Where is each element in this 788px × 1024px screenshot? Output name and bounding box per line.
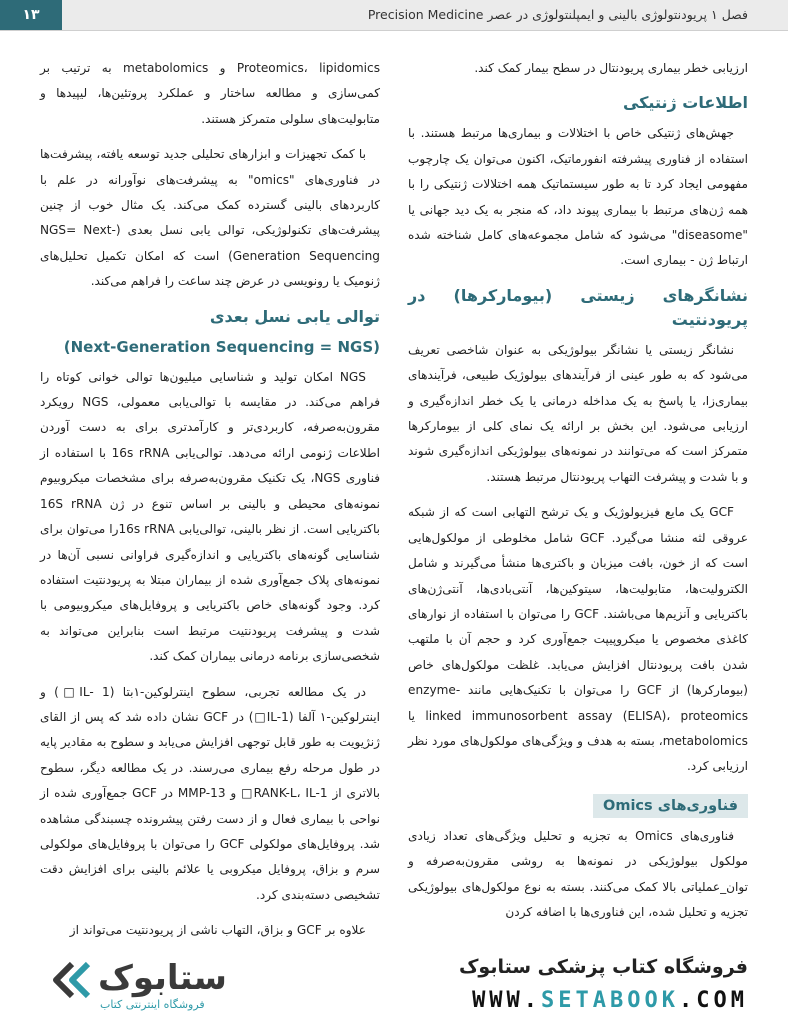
paragraph: Proteomics، lipidomics و metabolomics به ترتیب بر کمی‌سازی و مطالعه ساختار و عملکرد پروتئین‌ها، لیپیدها و متابولیت‌های سلولی متمرکز هستند. (40, 61, 380, 126)
setabook-logo[interactable] (50, 956, 260, 1016)
section-heading-ngs-english: (Next-Generation Sequencing = NGS) (63, 337, 380, 356)
section-heading-genetic: اطلاعات ژنتیکی (622, 93, 748, 113)
paragraph: نشانگر زیستی یا نشانگر بیولوژیکی به عنوان شاخصی تعریف می‌شود که به طور عینی از فرآیندهای بیولوژیک طبیعی، فرآیندهای بیماری‌زا، یا پاسخ به یک مداخله درمانی یا یک خطر اندازه‌گیری و ارزیابی می‌شود. این بخش بر ارائه یک نمای کلی از بیومارکرها متمرکز است که می‌توانند در نمونه‌های بیولوژیکی اندازه‌گیری شوند و با شدت و پیشرفت التهاب پریودنتال مرتبط هستند. (408, 342, 748, 484)
running-title: فصل ۱ پریودنتولوژی بالینی و ایمپلنتولوژی در عصر Precision Medicine (367, 7, 748, 22)
page-header (0, 0, 788, 31)
paragraph: فناوری‌های Omics به تجزیه و تحلیل ویژگی‌های تعداد زیادی مولکول بیولوژیکی در نمونه‌ها به روشی مقرون‌به‌صرفه و توان_عملیاتی بالا کمک می‌کنند. بسته به نوع مولکول‌های بیولوژیکی تجزیه و تحلیل شده، این فناوری‌ها با اضافه کردن (408, 828, 748, 919)
right-column (408, 56, 748, 935)
url-brand: SETABOOK (541, 988, 680, 1013)
logo-word: ستابوک (98, 958, 227, 998)
paragraph: با کمک تجهیزات و ابزارهای تحلیلی جدید توسعه یافته، پیشرفت‌ها در فناوری‌های "omics" به پیشرفت‌های نوآورانه در علم با کاربردهای بالینی گسترده کمک می‌کند. یک مثال خوب از چنین پیشرفت‌های تکنولوژیکی، توالی یابی نسل بعدی (NGS= Next-Generation Sequencing) است که امکان تکمیل تحلیل‌های ژنومیک یا رونویسی در عرض چند ساعت را فراهم می‌کند. (40, 147, 380, 289)
paragraph: علاوه بر GCF و بزاق، التهاب ناشی از پریودنتیت می‌تواند از (69, 923, 366, 938)
chevron-logo-icon (50, 960, 94, 1000)
paragraph: جهش‌های ژنتیکی خاص با اختلالات و بیماری‌ها مرتبط هستند. با استفاده از فناوری پیشرفته انفورماتیک، اکنون می‌توان یک چارچوب مفهومی ایجاد کرد تا به طور سیستماتیک همه اختلالات ژنتیکی را با همه ژن‌های مرتبط با بیماری پیوند داد، که منجر به یک دید جهانی یا "diseasome" می‌شود که شامل مجموعه‌های کامل شناخته شده ارتباط ژن - بیماری است. (408, 126, 748, 268)
logo-subtitle: فروشگاه اینترنتی کتاب (100, 998, 205, 1011)
left-column (40, 56, 380, 954)
section-heading-omics: فناوری‌های Omics (593, 794, 748, 818)
section-heading-biomarkers: نشانگرهای زیستی (بیومارکرها) در پریودنتیت (408, 285, 748, 329)
paragraph: NGS امکان تولید و شناسایی میلیون‌ها توالی خوانی کوتاه را فراهم می‌کند. در مقایسه با توالی‌یابی معمولی، NGS رویکرد مقرون‌به‌صرفه، کاربردی‌تر و کارآمدتری برای به دست آوردن اطلاعات ژنومی ارائه می‌دهد. توالی‌یابی 16s rRNA با استفاده از فناوری NGS، یک تکنیک مقرون‌به‌صرفه برای مشخصات میکروبیوم نمونه‌های محیطی و بالینی بر اساس تنوع در ژن 16S rRNA باکتریایی است. از نظر بالینی، توالی‌یابی 16s rRNA‌را می‌توان برای شناسایی گونه‌های باکتریایی و اندازه‌گیری فراوانی نسبی آن‌ها در نمونه‌های پلاک جمع‌آوری شده از بیماران مبتلا به پریودنتیت استفاده کرد. وجود گونه‌های خاص باکتریایی و پروفایل‌های میکروبیومی با شدت و پیشرفت پریودنتیت مرتبط است بنابراین می‌تواند به شخصی‌سازی برنامه درمانی بیماران کمک کند. (40, 369, 380, 664)
paragraph: در یک مطالعه تجربی، سطوح اینترلوکین-۱بتا (IL- 1□) و اینترلوکین-۱ آلفا (IL-1□) در GCF نشان داده شد که پس از القای ژنژیویت به طور قابل توجهی افزایش می‌یابد و سطوح به مقادیر پایه در طول مرحله رفع بیماری می‌رسند. در یک مطالعه دیگر، سطوح بالاتری از RANK-L، IL-1□ و MMP-13 در GCF جمع‌آوری شده از نواحی با بیماری فعال و از دست رفتن پیشرونده چسبندگی مشاهده شد. پروفایل‌های مولکولی GCF را می‌توان با پروفایل‌های مولکولی سرم و بزاق، پروفایل میکروبی یا علائم بالینی برای افزایش دقت تشخیصی دسته‌بندی کرد. (40, 684, 381, 902)
url-suffix: .COM (679, 988, 748, 1013)
store-url-link[interactable] (472, 988, 748, 1013)
paragraph: GCF یک مایع فیزیولوژیک و یک ترشح التهابی است که از شبکه عروقی لثه منشا می‌گیرد. GCF شامل مخلوطی از مولکول‌هایی است که از خون، بافت میزبان و باکتری‌ها منشأ می‌گیرند و شامل الکترولیت‌ها، متابولیت‌ها، سیتوکین‌ها، آنتی‌بادی‌ها، آنتی‌ژن‌های باکتریایی و آنزیم‌ها می‌باشند. GCF را می‌توان با استفاده از نوارهای کاغذی مخصوص یا میکروپیپت جمع‌آوری کرد و حجم آن با ملتهب شدن بافت پریودنتال افزایش می‌یابد. غلظت مولکول‌های خاص (بیومارکرها) از GCF را می‌توان با تکنیک‌هایی مانند enzyme-linked immunosorbent assay (ELISA)، proteomics یا metabolomics، بسته به هدف و ویژگی‌های مولکول‌های مورد نظر ارزیابی کرد. (408, 505, 748, 774)
url-prefix: WWW. (472, 988, 542, 1013)
page-number: ۱۳ (0, 0, 62, 30)
section-heading-ngs: توالی یابی نسل بعدی (209, 306, 380, 326)
store-name: فروشگاه کتاب پزشکی ستابوک (458, 956, 748, 978)
paragraph: ارزیابی خطر بیماری پریودنتال در سطح بیمار کمک کند. (474, 61, 748, 75)
